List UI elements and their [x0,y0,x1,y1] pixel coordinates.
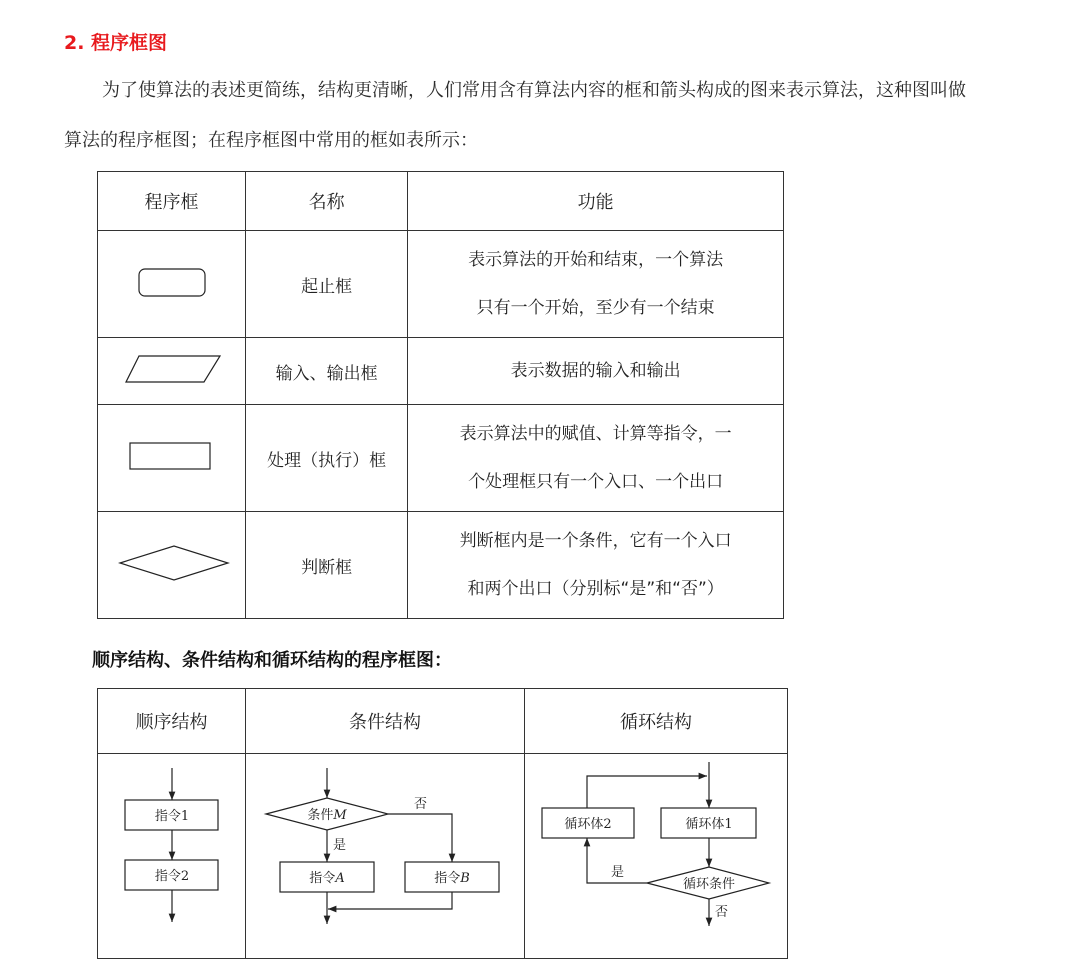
loop-no-label: 否 [715,905,729,920]
loop-flowchart [525,754,787,954]
condition-prefix: 条件 [307,808,334,823]
parallelogram-shape-icon [98,349,245,389]
table-header-row [98,689,788,754]
header-function: 功能 [408,172,784,231]
condition-var: M [333,808,347,823]
function-line: 个处理框只有一个入口、一个出口 [468,472,724,492]
header-name: 名称 [246,172,408,231]
rectangle-shape-icon [98,436,245,476]
instruction-2-label: 指令2 [154,869,190,884]
terminator-shape-icon [98,252,245,312]
sequence-diagram-cell [98,754,246,959]
yes-label: 是 [333,838,347,853]
table-row [98,512,784,619]
loop-yes-label: 是 [611,865,625,880]
table-row [98,754,788,959]
function-line: 表示数据的输入和输出 [510,361,681,381]
flow-arrow [328,892,452,909]
io-function [408,338,784,405]
instruction-b-var: B [460,871,470,886]
instruction-a-var: A [335,871,345,886]
terminator-shape-cell [98,231,246,338]
header-loop: 循环结构 [525,689,788,754]
io-shape-cell [98,338,246,405]
function-line: 表示算法中的赋值、计算等指令，一 [459,424,732,444]
decision-function [408,512,784,619]
function-line: 表示算法的开始和结束，一个算法 [468,250,724,270]
section-title: 2. 程序框图 [64,32,168,54]
header-symbol: 程序框 [98,172,246,231]
table-row [98,338,784,405]
condition-label [307,808,347,823]
process-function [408,405,784,512]
loop-body-1-label: 循环体1 [685,817,733,832]
function-line: 和两个出口（分别标“是”和“否”） [467,579,724,599]
process-shape-cell [98,405,246,512]
instruction-b-label [434,870,470,886]
terminator-name: 起止框 [246,231,408,338]
instruction-prefix: 指令 [434,871,461,886]
process-name: 处理（执行）框 [246,405,408,512]
decision-name: 判断框 [246,512,408,619]
diamond-shape-icon [98,543,245,583]
flow-arrow [388,814,452,862]
instruction-1-label: 指令1 [154,809,190,824]
decision-shape-cell [98,512,246,619]
table-row [98,231,784,338]
loop-diagram-cell [525,754,788,959]
structures-subtitle: 顺序结构、条件结构和循环结构的程序框图： [92,650,452,671]
flowchart-symbols-table [97,171,784,619]
conditional-flowchart [246,754,524,954]
function-line: 只有一个开始，至少有一个结束 [476,298,715,318]
flow-arrow [587,776,707,808]
table-header-row [98,172,784,231]
header-conditional: 条件结构 [246,689,525,754]
conditional-diagram-cell [246,754,525,959]
instruction-prefix: 指令 [309,871,336,886]
structures-table [97,688,788,959]
sequence-flowchart [98,754,245,954]
loop-condition-label: 循环条件 [682,877,736,892]
instruction-a-label [309,870,344,886]
no-label: 否 [414,797,428,812]
function-line: 判断框内是一个条件，它有一个入口 [459,531,732,551]
header-sequence: 顺序结构 [98,689,246,754]
terminator-function [408,231,784,338]
intro-line-1: 为了使算法的表述更简练，结构更清晰，人们常用含有算法内容的框和箭头构成的图来表示算法，这种图叫做 [102,80,966,101]
loop-body-2-label: 循环体2 [564,817,612,832]
io-name: 输入、输出框 [246,338,408,405]
intro-line-2: 算法的程序框图；在程序框图中常用的框如表所示： [64,130,478,151]
table-row [98,405,784,512]
